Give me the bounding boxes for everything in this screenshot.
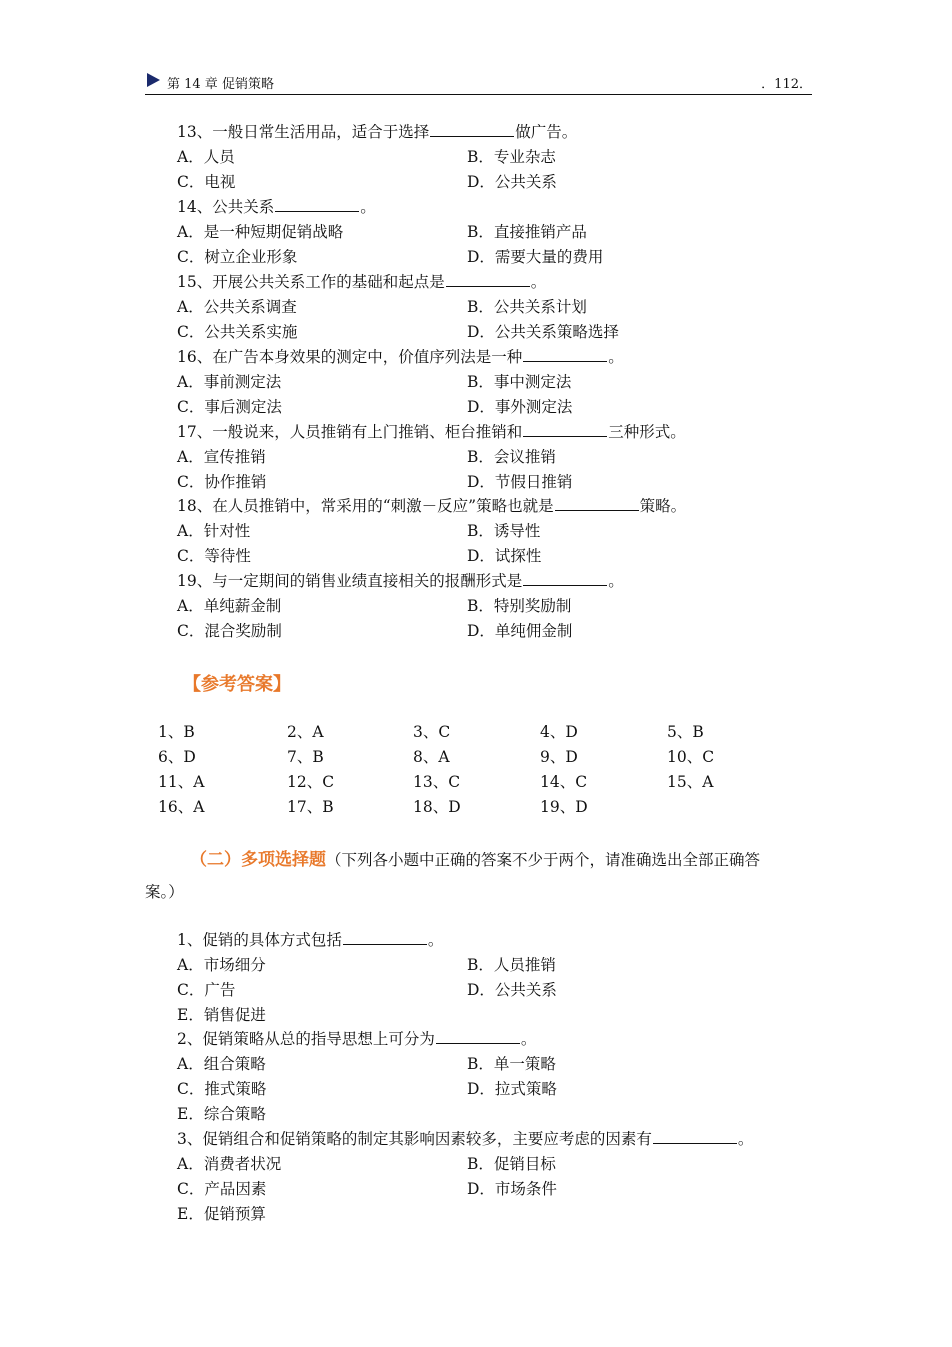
answer-item: 16、A	[158, 798, 205, 816]
option: A．市场细分	[177, 956, 266, 974]
option: C．广告	[177, 981, 236, 999]
option: B．专业杂志	[467, 148, 556, 166]
answer-blank	[555, 496, 639, 511]
answer-item: 10、C	[667, 748, 715, 766]
question-19: 19、与一定期间的销售业绩直接相关的报酬形式是 。	[177, 572, 624, 590]
answer-item: 7、B	[287, 748, 324, 766]
option: D．事外测定法	[467, 398, 573, 416]
option: B．单一策略	[467, 1055, 556, 1073]
chapter-title: 第 14 章 促销策略	[167, 77, 274, 92]
answer-key-title: 【参考答案】	[183, 674, 291, 695]
section-title: （二）多项选择题	[190, 850, 326, 870]
option: A．事前测定法	[177, 373, 282, 391]
section-heading	[190, 845, 760, 870]
option: C．推式策略	[177, 1080, 267, 1098]
option: D．单纯佣金制	[467, 622, 573, 640]
option: D．公共关系	[467, 173, 557, 191]
answer-item: 15、A	[667, 773, 714, 791]
option: A．组合策略	[177, 1055, 266, 1073]
option: E．综合策略	[177, 1105, 266, 1123]
question-18: 18、在人员推销中，常采用的“刺激－反应”策略也就是 策略。	[177, 497, 687, 515]
answer-item: 17、B	[287, 798, 334, 816]
option: C．等待性	[177, 547, 251, 565]
answer-blank	[523, 571, 607, 586]
option: A．消费者状况	[177, 1155, 282, 1173]
question-16: 16、在广告本身效果的测定中，价值序列法是一种 。	[177, 348, 624, 366]
option: C．树立企业形象	[177, 248, 298, 266]
option: C．公共关系实施	[177, 323, 298, 341]
option: D．需要大量的费用	[467, 248, 604, 266]
page-header	[145, 70, 812, 95]
answer-blank	[523, 422, 607, 437]
answer-blank	[275, 197, 359, 212]
section-note-continued: 案。）	[145, 883, 184, 901]
answer-item: 4、D	[540, 723, 578, 741]
option: C．产品因素	[177, 1180, 267, 1198]
answer-item: 2、A	[287, 723, 324, 741]
option: A．人员	[177, 148, 235, 166]
answer-item: 13、C	[413, 773, 461, 791]
option: D．拉式策略	[467, 1080, 557, 1098]
question-15: 15、开展公共关系工作的基础和起点是 。	[177, 273, 547, 291]
answer-item: 14、C	[540, 773, 588, 791]
answer-item: 11、A	[158, 773, 205, 791]
option: C．协作推销	[177, 473, 267, 491]
multi-question-3: 3、促销组合和促销策略的制定其影响因素较多，主要应考虑的因素有 。	[177, 1130, 754, 1148]
answer-blank	[653, 1129, 737, 1144]
option: B．事中测定法	[467, 373, 572, 391]
option: B．诱导性	[467, 522, 541, 540]
answer-blank	[446, 272, 530, 287]
answer-blank	[343, 930, 427, 945]
section-note: （下列各小题中正确的答案不少于两个，请准确选出全部正确答	[326, 851, 761, 869]
option: D．公共关系	[467, 981, 557, 999]
answer-item: 1、B	[158, 723, 195, 741]
option: A．宣传推销	[177, 448, 266, 466]
option: C．电视	[177, 173, 236, 191]
answer-item: 18、D	[413, 798, 461, 816]
answer-blank	[523, 347, 607, 362]
triangle-bullet-icon	[147, 73, 160, 87]
answer-item: 8、A	[413, 748, 450, 766]
option: E．促销预算	[177, 1205, 266, 1223]
question-17: 17、一般说来，人员推销有上门推销、柜台推销和 三种形式。	[177, 423, 686, 441]
option: B．公共关系计划	[467, 298, 587, 316]
option: A．单纯薪金制	[177, 597, 282, 615]
option: D．节假日推销	[467, 473, 573, 491]
option: A．公共关系调查	[177, 298, 297, 316]
answer-item: 6、D	[158, 748, 196, 766]
answer-blank	[436, 1029, 520, 1044]
answer-blank	[430, 122, 514, 137]
option: B．会议推销	[467, 448, 556, 466]
question-13: 13、一般日常生活用品，适合于选择 做广告。	[177, 123, 578, 141]
option: B．特别奖励制	[467, 597, 572, 615]
question-14: 14、公共关系 。	[177, 198, 376, 216]
option: B．促销目标	[467, 1155, 556, 1173]
option: D．公共关系策略选择	[467, 323, 619, 341]
option: D．市场条件	[467, 1180, 557, 1198]
option: D．试探性	[467, 547, 542, 565]
page-number: ．112．	[761, 77, 812, 92]
answer-item: 5、B	[667, 723, 704, 741]
option: B．人员推销	[467, 956, 556, 974]
option: C．事后测定法	[177, 398, 282, 416]
multi-question-1: 1、促销的具体方式包括 。	[177, 931, 444, 949]
option: A．针对性	[177, 522, 251, 540]
option: A．是一种短期促销战略	[177, 223, 344, 241]
answer-item: 19、D	[540, 798, 588, 816]
option: E．销售促进	[177, 1006, 266, 1024]
option: C．混合奖励制	[177, 622, 282, 640]
answer-item: 3、C	[413, 723, 451, 741]
answer-item: 9、D	[540, 748, 578, 766]
multi-question-2: 2、促销策略从总的指导思想上可分为 。	[177, 1030, 537, 1048]
option: B．直接推销产品	[467, 223, 587, 241]
answer-item: 12、C	[287, 773, 335, 791]
